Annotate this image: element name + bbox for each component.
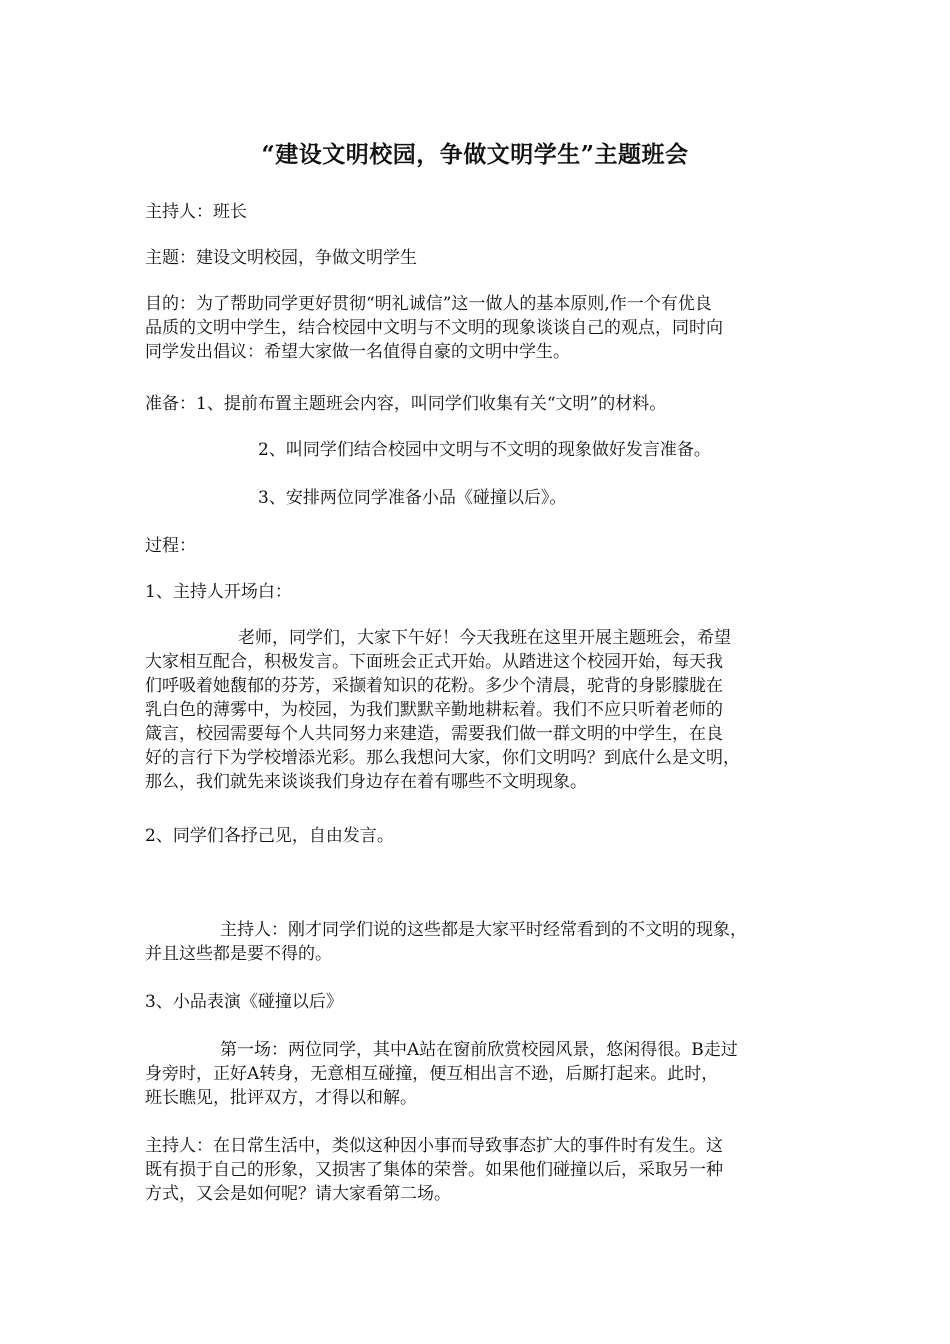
opening-line: 好的言行下为学校增添光彩。那么我想问大家，你们文明吗？到底什么是文明， [145, 748, 740, 768]
prep-item-2: 2、叫同学们结合校园中文明与不文明的现象做好发言准备。 [258, 440, 711, 460]
host-line: 主持人：班长 [145, 202, 247, 222]
scene-1-paragraph [145, 1038, 810, 1110]
theme-line: 主题：建设文明校园，争做文明学生 [145, 248, 417, 268]
step-1-heading: 1、主持人开场白： [145, 582, 292, 602]
step-2-heading: 2、同学们各抒己见，自由发言。 [145, 826, 394, 846]
host-transition-line: 既有损于自己的形象，又损害了集体的荣誉。如果他们碰撞以后，采取另一种 [145, 1160, 723, 1180]
document-title: “建设文明校园，争做文明学生”主题班会 [261, 141, 689, 168]
host-transition-paragraph [145, 1134, 810, 1206]
opening-line: 们呼吸着她馥郁的芬芳，采撷着知识的花粉。多少个清晨，驼背的身影朦胧在 [145, 676, 723, 696]
purpose-line: 同学发出倡议：希望大家做一名值得自豪的文明中学生。 [145, 342, 570, 362]
purpose-line: 品质的文明中学生，结合校园中文明与不文明的现象谈谈自己的观点，同时向 [145, 318, 723, 338]
purpose-paragraph [145, 292, 810, 364]
purpose-line: 目的：为了帮助同学更好贯彻“明礼诚信”这一做人的基本原则,作一个有优良 [145, 294, 712, 314]
prep-item-1: 准备：1、提前布置主题班会内容，叫同学们收集有关“文明”的材料。 [145, 394, 667, 414]
opening-line: 箴言，校园需要每个人共同努力来建造，需要我们做一群文明的中学生，在良 [145, 724, 723, 744]
step-3-heading: 3、小品表演《碰撞以后》 [145, 992, 343, 1012]
host-comment-line: 并且这些都是要不得的。 [145, 944, 332, 964]
opening-line: 乳白色的薄雾中，为校园，为我们默默辛勤地耕耘着。我们不应只听着老师的 [145, 700, 723, 720]
scene-1-line: 第一场：两位同学，其中A站在窗前欣赏校园风景，悠闲得很。B走过 [220, 1040, 738, 1060]
scene-1-line: 身旁时，正好A转身，无意相互碰撞，便互相出言不逊，后厮打起来。此时， [145, 1064, 719, 1084]
opening-line: 老师，同学们，大家下午好！今天我班在这里开展主题班会，希望 [238, 628, 731, 648]
host-transition-line: 主持人：在日常生活中，类似这种因小事而导致事态扩大的事件时有发生。这 [145, 1136, 723, 1156]
opening-line: 大家相互配合，积极发言。下面班会正式开始。从踏进这个校园开始，每天我 [145, 652, 723, 672]
opening-line: 那么，我们就先来谈谈我们身边存在着有哪些不文明现象。 [145, 772, 587, 792]
process-label: 过程： [145, 536, 196, 556]
host-transition-line: 方式，又会是如何呢？请大家看第二场。 [145, 1184, 451, 1204]
host-comment-paragraph [145, 918, 810, 966]
scene-1-line: 班长瞧见，批评双方，才得以和解。 [145, 1088, 417, 1108]
prep-item-3: 3、安排两位同学准备小品《碰撞以后》。 [258, 488, 567, 508]
host-comment-line: 主持人：刚才同学们说的这些都是大家平时经常看到的不文明的现象， [220, 920, 747, 940]
opening-paragraph [145, 626, 810, 794]
